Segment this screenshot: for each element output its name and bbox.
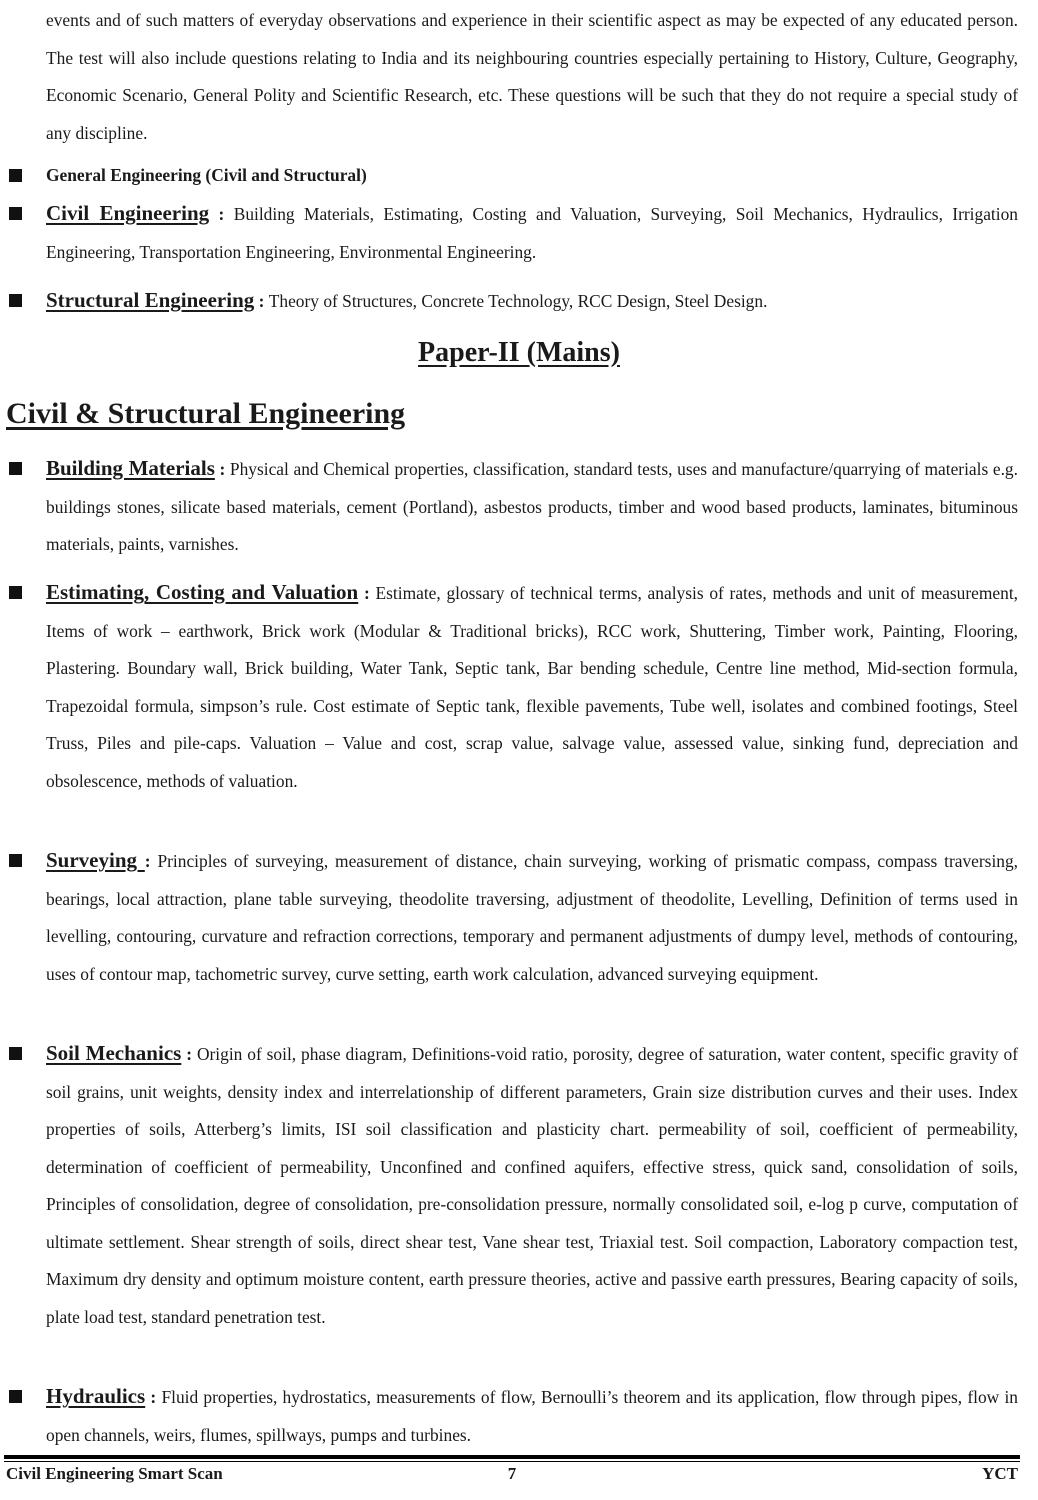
section-heading: Civil & Structural Engineering bbox=[6, 397, 406, 430]
topic-separator: : bbox=[214, 459, 230, 479]
page-footer bbox=[0, 1464, 1038, 1490]
footer-divider bbox=[4, 1455, 1020, 1459]
topic-separator: : bbox=[181, 1044, 197, 1064]
square-bullet-icon bbox=[9, 1390, 22, 1403]
topic-description: Physical and Chemical properties, classification, standard tests, uses and manufacture/quarrying of materials e.g. buildings stones, silicate based materials, cement (Portland), asbestos products, timber and wood based products, laminates, bituminous materials, paints, varnishes. bbox=[46, 459, 1018, 554]
topic-separator: : bbox=[254, 291, 269, 311]
square-bullet-icon bbox=[9, 462, 22, 475]
intro-paragraph: events and of such matters of everyday observations and experience in their scientific aspect as may be expected of any educated person. The test will also include questions relating to India and its neighbouring countries especially pertaining to History, Culture, Geography, Economic Scenario, General Polity and Scientific Research, etc. These questions will be such that they do not require a special study of any discipline. bbox=[46, 10, 1018, 143]
topic-description: Theory of Structures, Concrete Technology, RCC Design, Steel Design. bbox=[268, 291, 768, 311]
topic-separator: : bbox=[209, 204, 234, 224]
paper2-heading: Paper-II (Mains) bbox=[418, 337, 620, 368]
topic-separator: : bbox=[144, 851, 158, 871]
topic-title: Structural Engineering bbox=[46, 288, 255, 312]
topic-description: Building Materials, Estimating, Costing and Valuation, Surveying, Soil Mechanics, Hydraulics, Irrigation Engineering, Transportation Engineering, Environmental Engineering. bbox=[46, 204, 1018, 262]
square-bullet-icon bbox=[9, 1047, 22, 1060]
footer-publisher: YCT bbox=[982, 1464, 1018, 1483]
topic-title: Building Materials bbox=[46, 456, 215, 480]
footer-book-title: Civil Engineering Smart Scan bbox=[6, 1464, 223, 1483]
topic-title: Estimating, Costing and Valuation bbox=[46, 580, 359, 604]
general-engineering-heading: General Engineering (Civil and Structural) bbox=[46, 165, 367, 185]
topic-separator: : bbox=[145, 1387, 162, 1407]
topic-description: Estimate, glossary of technical terms, analysis of rates, methods and unit of measurement, Items of work – earthwork, Brick work (Modular & Traditional bricks), RCC work, Shuttering, Timber work, Painting, Flooring, Plastering. Boundary wall, Brick building, Water Tank, Septic tank, Bar bending schedule, Centre line method, Mid-section formula, Trapezoidal formula, simpson’s rule. Cost estimate of Septic tank, flexible pavements, Tube well, isolates and combined footings, Steel Truss, Piles and pile-caps. Valuation – Value and cost, scrap value, salvage value, assessed value, sinking fund, depreciation and obsolescence, methods of valuation. bbox=[46, 583, 1018, 791]
square-bullet-icon bbox=[9, 207, 22, 220]
footer-divider-thin bbox=[4, 1461, 1020, 1462]
square-bullet-icon bbox=[9, 586, 22, 599]
topic-description: Principles of surveying, measurement of distance, chain surveying, working of prismatic compass, compass traversing, bearings, local attraction, plane table surveying, theodolite traversing, adjustment of theodolite, Levelling, Definition of terms used in levelling, contouring, curvature and refraction corrections, temporary and permanent adjustments of dumpy level, methods of contouring, uses of contour map, tachometric survey, curve setting, earth work calculation, advanced surveying equipment. bbox=[46, 851, 1019, 984]
topic-title: Hydraulics bbox=[46, 1384, 146, 1408]
topic-description: Fluid properties, hydrostatics, measurements of flow, Bernoulli’s theorem and its application, flow through pipes, flow in open channels, weirs, flumes, spillways, pumps and turbines. bbox=[46, 1387, 1018, 1445]
square-bullet-icon bbox=[9, 854, 22, 867]
page-number: 7 bbox=[507, 1464, 517, 1483]
topic-description: Origin of soil, phase diagram, Definitions-void ratio, porosity, degree of saturation, water content, specific gravity of soil grains, unit weights, density index and interrelationship of different parameters, Grain size distribution curves and their uses. Index properties of soils, Atterberg’s limits, ISI soil classification and plasticity chart. permeability of soil, coefficient of permeability, determination of coefficient of permeability, Unconfined and confined aquifers, effective stress, quick sand, consolidation of soils, Principles of consolidation, degree of consolidation, pre-consolidation pressure, normally consolidated soil, e-log p curve, computation of ultimate settlement. Shear strength of soils, direct shear test, Vane shear test, Triaxial test. Soil compaction, Laboratory compaction test, Maximum dry density and optimum moisture content, earth pressure theories, active and passive earth pressures, Bearing capacity of soils, plate load test, standard penetration test. bbox=[46, 1044, 1018, 1327]
topic-separator: : bbox=[358, 583, 376, 603]
topic-title: Civil Engineering bbox=[46, 201, 210, 225]
topic-title: Surveying bbox=[46, 848, 145, 872]
square-bullet-icon bbox=[9, 169, 22, 182]
square-bullet-icon bbox=[9, 294, 22, 307]
topic-title: Soil Mechanics bbox=[46, 1041, 182, 1065]
